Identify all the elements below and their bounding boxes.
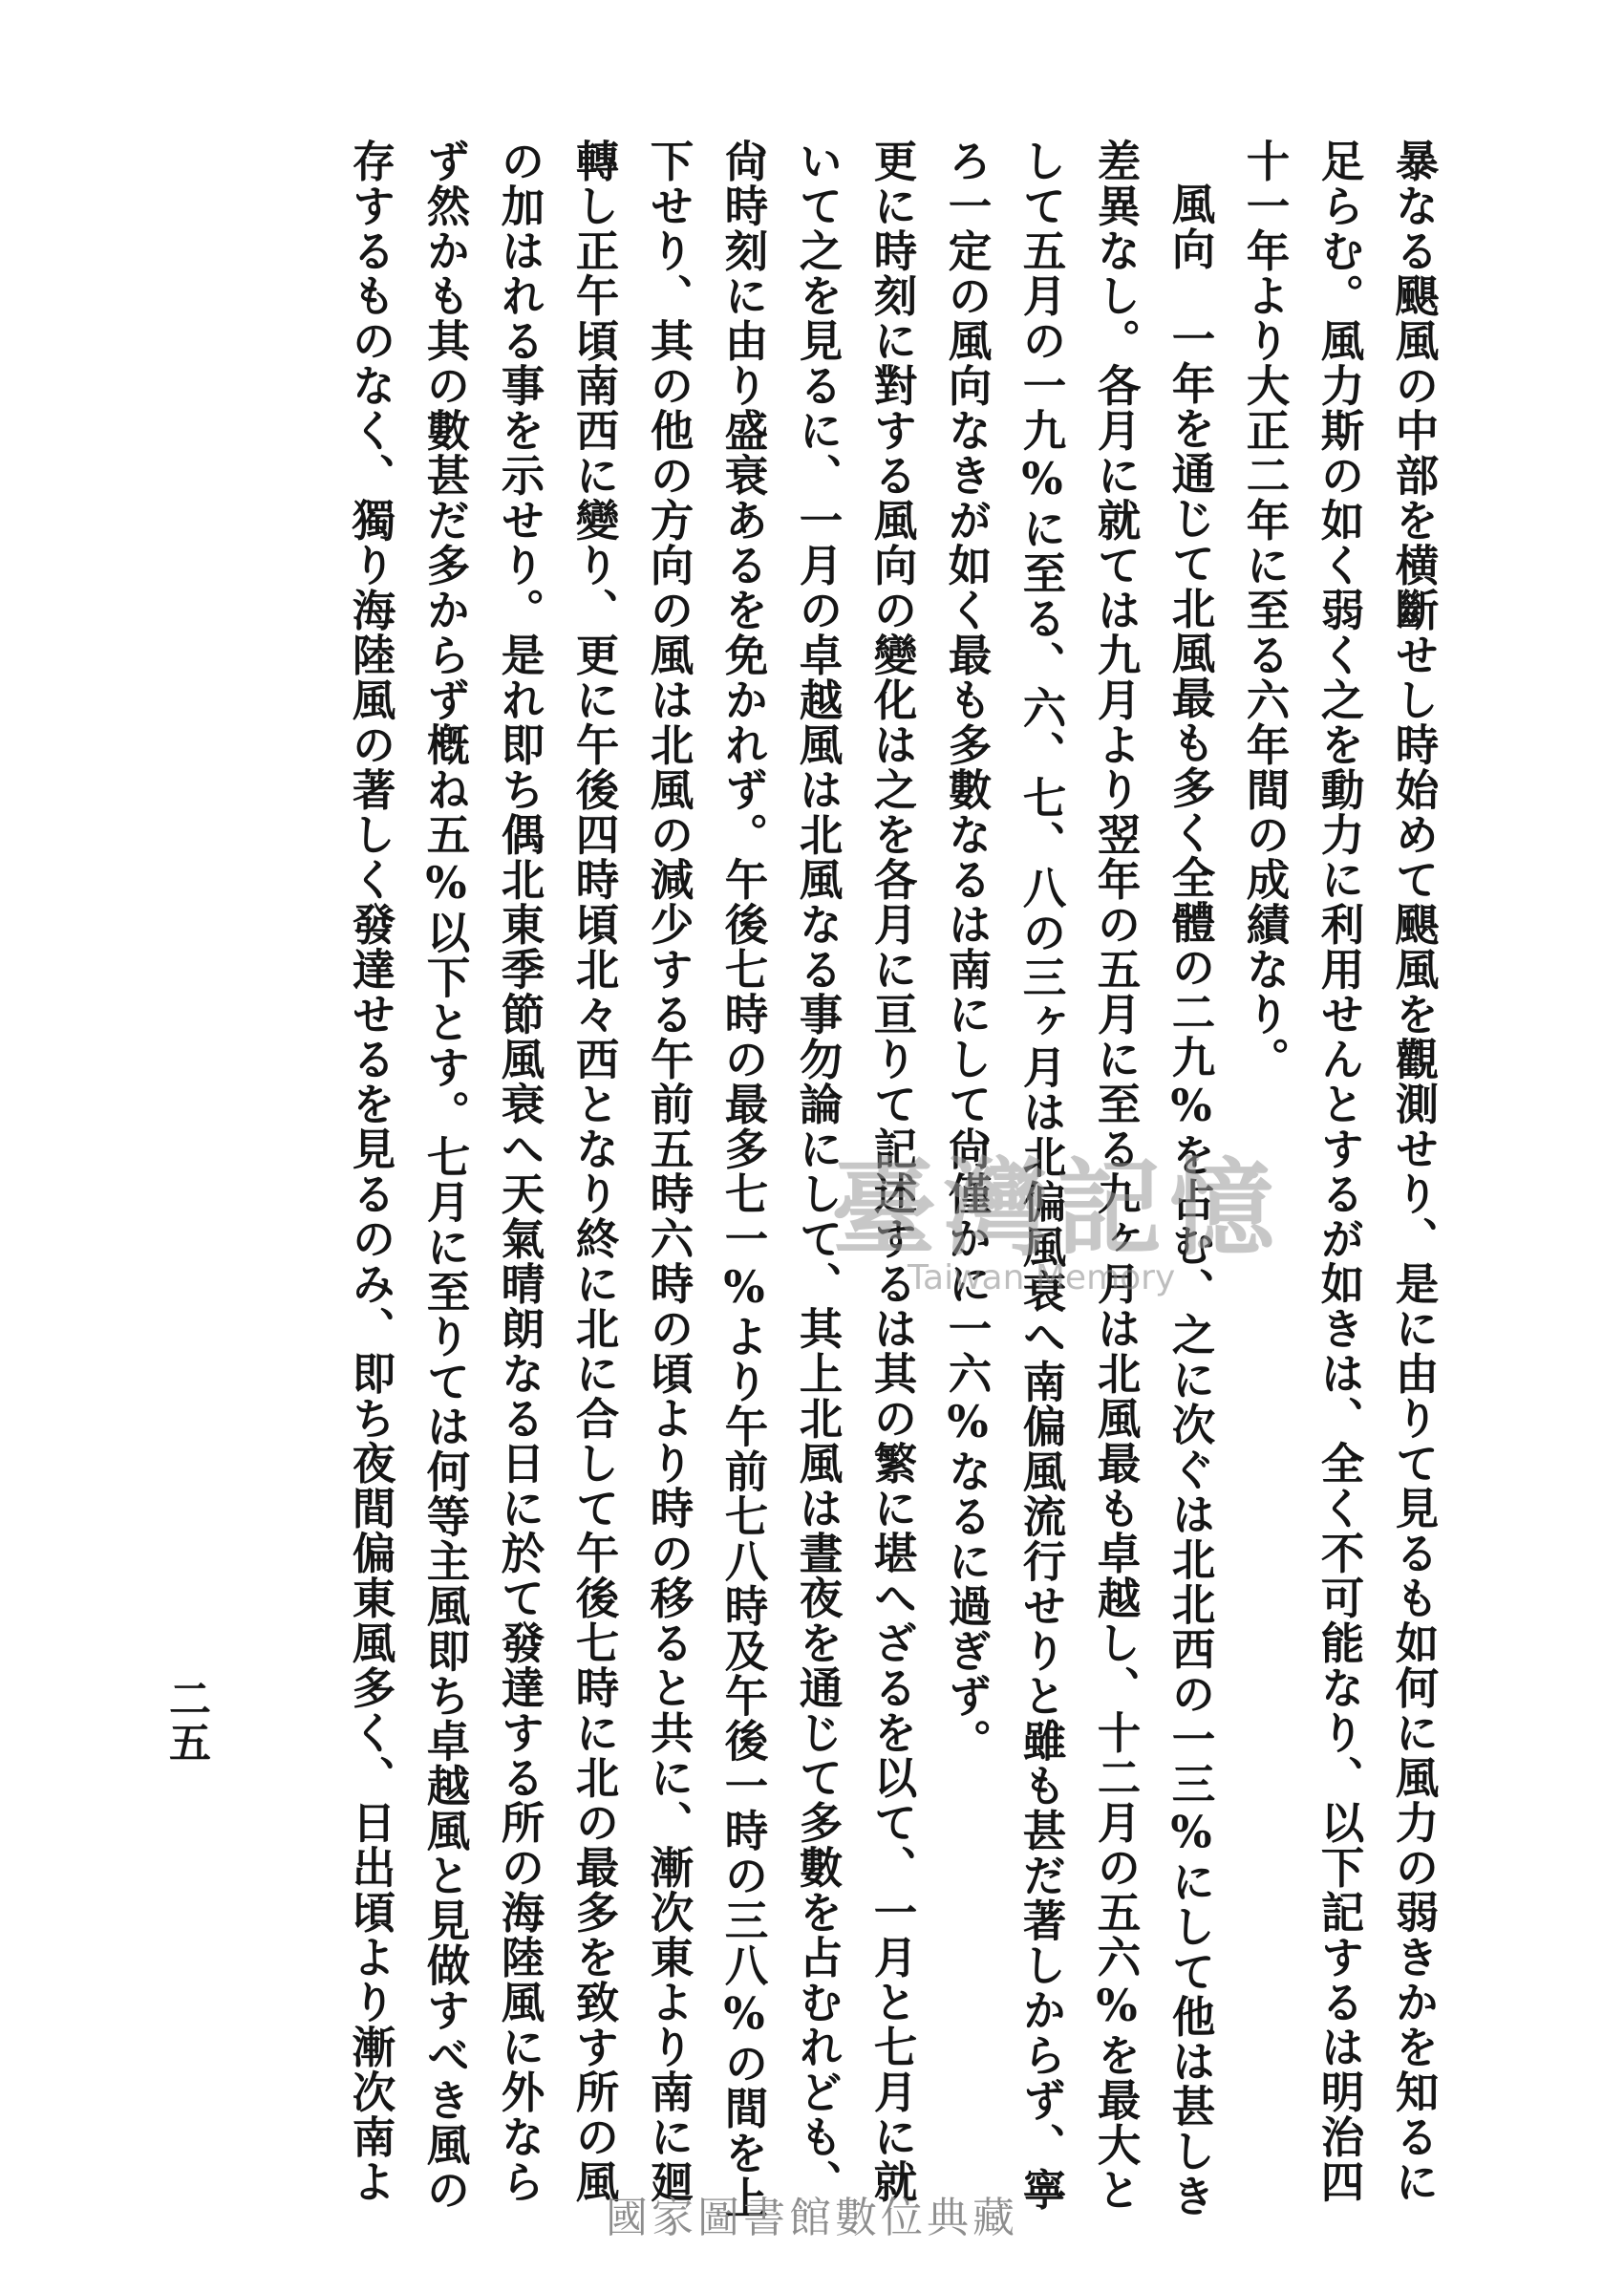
text-line-10: 尙時刻に由り盛衰あるを免かれず。午後七時の最多七一%より午前七八時及午後一時の三八%の間を上 [718, 139, 770, 2220]
text-line-6: して五月の一九%に至る、六、七、八の三ヶ月は北偏風衰へ南偏風流行せりと雖も甚だ著しからず、寧 [1016, 139, 1068, 2213]
text-line-2: 足らむ。風力斯の如く弱く之を動力に利用せんとするが如きは、全く不可能なり、以下記するは明治四 [1314, 139, 1366, 2204]
footer-library-label: 國家圖書館數位典藏 [606, 2194, 1018, 2242]
text-line-13: の加はれる事を示せり。是れ即ち偶北東季節風衰へ天氣晴朗なる日に於て發達する所の海陸風に外なら [495, 139, 546, 2204]
watermark-cjk-text: 臺灣記憶 [831, 1146, 1282, 1270]
text-line-12: 轉し正午頃南西に變り、更に午後四時頃北々西となり終に北に合して午後七時に北の最多を致す所の風 [569, 139, 621, 2204]
text-line-3: 十一年より大正二年に至る六年間の成績なり。 [1240, 139, 1292, 1082]
text-line-11: 下せり、其の他の方向の風は北風の減少する午前五時六時の頃より時の移ると共に、漸次東より南に廻 [644, 139, 695, 2204]
text-line-1: 暴なる颶風の中部を横斷せし時始めて颶風を觀測せり、是に由りて見るも如何に風力の弱きかを知るに [1389, 139, 1441, 2204]
watermark-en-text: Taiwan Memory [908, 1258, 1176, 1297]
text-line-4-wind-direction: 風向 一年を通じて北風最も多く全體の二九%を占む、之に次ぐは北北西の一三%にして他は甚しき [1165, 182, 1217, 2218]
text-line-5: 差異なし。各月に就ては九月より翌年の五月に至る九ヶ月は北風最も卓越し、十二月の五六%を最大と [1091, 139, 1143, 2213]
text-line-15: 存するものなく、獨り海陸風の著しく發達せるを見るのみ、即ち夜間偏東風多く、日出頃より漸次南よ [346, 139, 397, 2204]
text-line-14: ず然かも其の數甚だ多からず槪ね五%以下とす。七月に至りては何等主風即ち卓越風と見做すべき風の [420, 139, 472, 2213]
page-number: 二五 [161, 1677, 210, 1765]
text-line-7: ろ一定の風向なきが如く最も多數なるは南にして尙僅かに一六%なるに過ぎず。 [942, 139, 994, 1764]
text-line-8: 更に時刻に對する風向の變化は之を各月に亘りて記述するは其の繁に堪へざるを以て、一月と七月に就 [867, 139, 919, 2204]
text-line-9: いて之を見るに、一月の卓越風は北風なる事勿論にして、其上北風は晝夜を通じて多數を占むれども、 [793, 139, 844, 2204]
